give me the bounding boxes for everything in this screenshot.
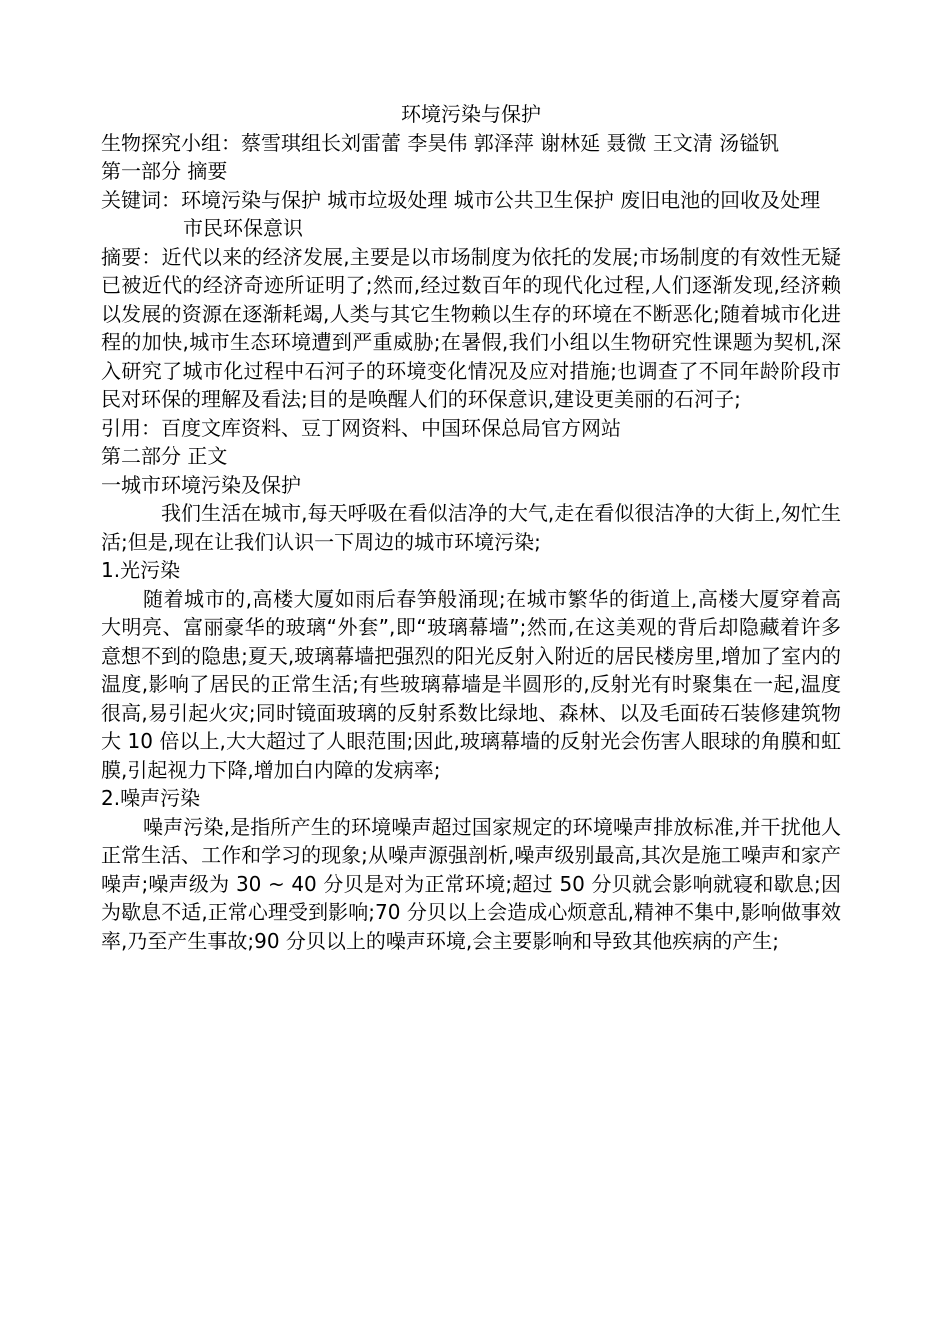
abstract-paragraph: 摘要：近代以来的经济发展,主要是以市场制度为依托的发展;市场制度的有效性无疑已被近代的经济奇迹所证明了;然而,经过数百年的现代化过程,人们逐渐发现,经济赖以发展的资源在逐渐耗竭,人类与其它生物赖以生存的环境在不断恶化;随着城市化进程的加快,城市生态环境遭到严重威胁;在暑假,我们小组以生物研究性课题为契机,深入研究了城市化过程中石河子的环境变化情况及应对措施;也调查了不同年龄阶段市民对环保的理解及看法;目的是唤醒人们的环保意识,建设更美丽的石河子;: [101, 244, 841, 411]
noise-pollution-paragraph: 噪声污染,是指所产生的环境噪声超过国家规定的环境噪声排放标准,并干扰他人正常生活、工作和学习的现象;从噪声源强剖析,噪声级别最高,其次是施工噪声和家产噪声;噪声级为 30 ~ 40 分贝是对为正常环境;超过 50 分贝就会影响就寝和歇息;因为歇息不适,正常心理受到影响;70 分贝以上会造成心烦意乱,精神不集中,影响做事效率,乃至产生事故;90 分贝以上的噪声环境,会主要影响和导致其他疾病的产生;: [101, 814, 841, 953]
author-list: 生物探究小组：蔡雪琪组长刘雷蕾 李昊伟 郭泽萍 谢林延 聂微 王文清 汤镒钒: [101, 130, 780, 155]
document-title: 环境污染与保护: [401, 102, 541, 126]
subsection-light-pollution-heading: 1.光污染: [101, 558, 181, 582]
citation: 引用：百度文库资料、豆丁网资料、中国环保总局官方网站: [101, 415, 621, 440]
section1-heading: 一城市环境污染及保护: [101, 472, 301, 497]
part2-heading: 第二部分 正文: [101, 444, 228, 468]
keywords: 关键词：环境污染与保护 城市垃圾处理 城市公共卫生保护 废旧电池的回收及处理: [101, 187, 821, 212]
subsection-noise-pollution-heading: 2.噪声污染: [101, 786, 201, 810]
document-page: [101, 100, 841, 955]
section1-intro-paragraph: 我们生活在城市,每天呼吸在看似洁净的大气,走在看似很洁净的大街上,匆忙生活;但是,现在让我们认识一下周边的城市环境污染;: [101, 501, 841, 554]
part1-heading: 第一部分 摘要: [101, 159, 228, 183]
light-pollution-paragraph: 随着城市的,高楼大厦如雨后春笋般涌现;在城市繁华的街道上,高楼大厦穿着高大明亮、富丽豪华的玻璃“外套”,即“玻璃幕墙”;然而,在这美观的背后却隐藏着许多意想不到的隐患;夏天,玻璃幕墙把强烈的阳光反射入附近的居民楼房里,增加了室内的温度,影响了居民的正常生活;有些玻璃幕墙是半圆形的,反射光有时聚集在一起,温度很高,易引起火灾;同时镜面玻璃的反射系数比绿地、森林、以及毛面砖石装修建筑物大 10 倍以上,大大超过了人眼范围;因此,玻璃幕墙的反射光会伤害人眼球的角膜和虹膜,引起视力下降,增加白内障的发病率;: [101, 586, 841, 782]
keywords-continued: 市民环保意识: [183, 216, 303, 240]
